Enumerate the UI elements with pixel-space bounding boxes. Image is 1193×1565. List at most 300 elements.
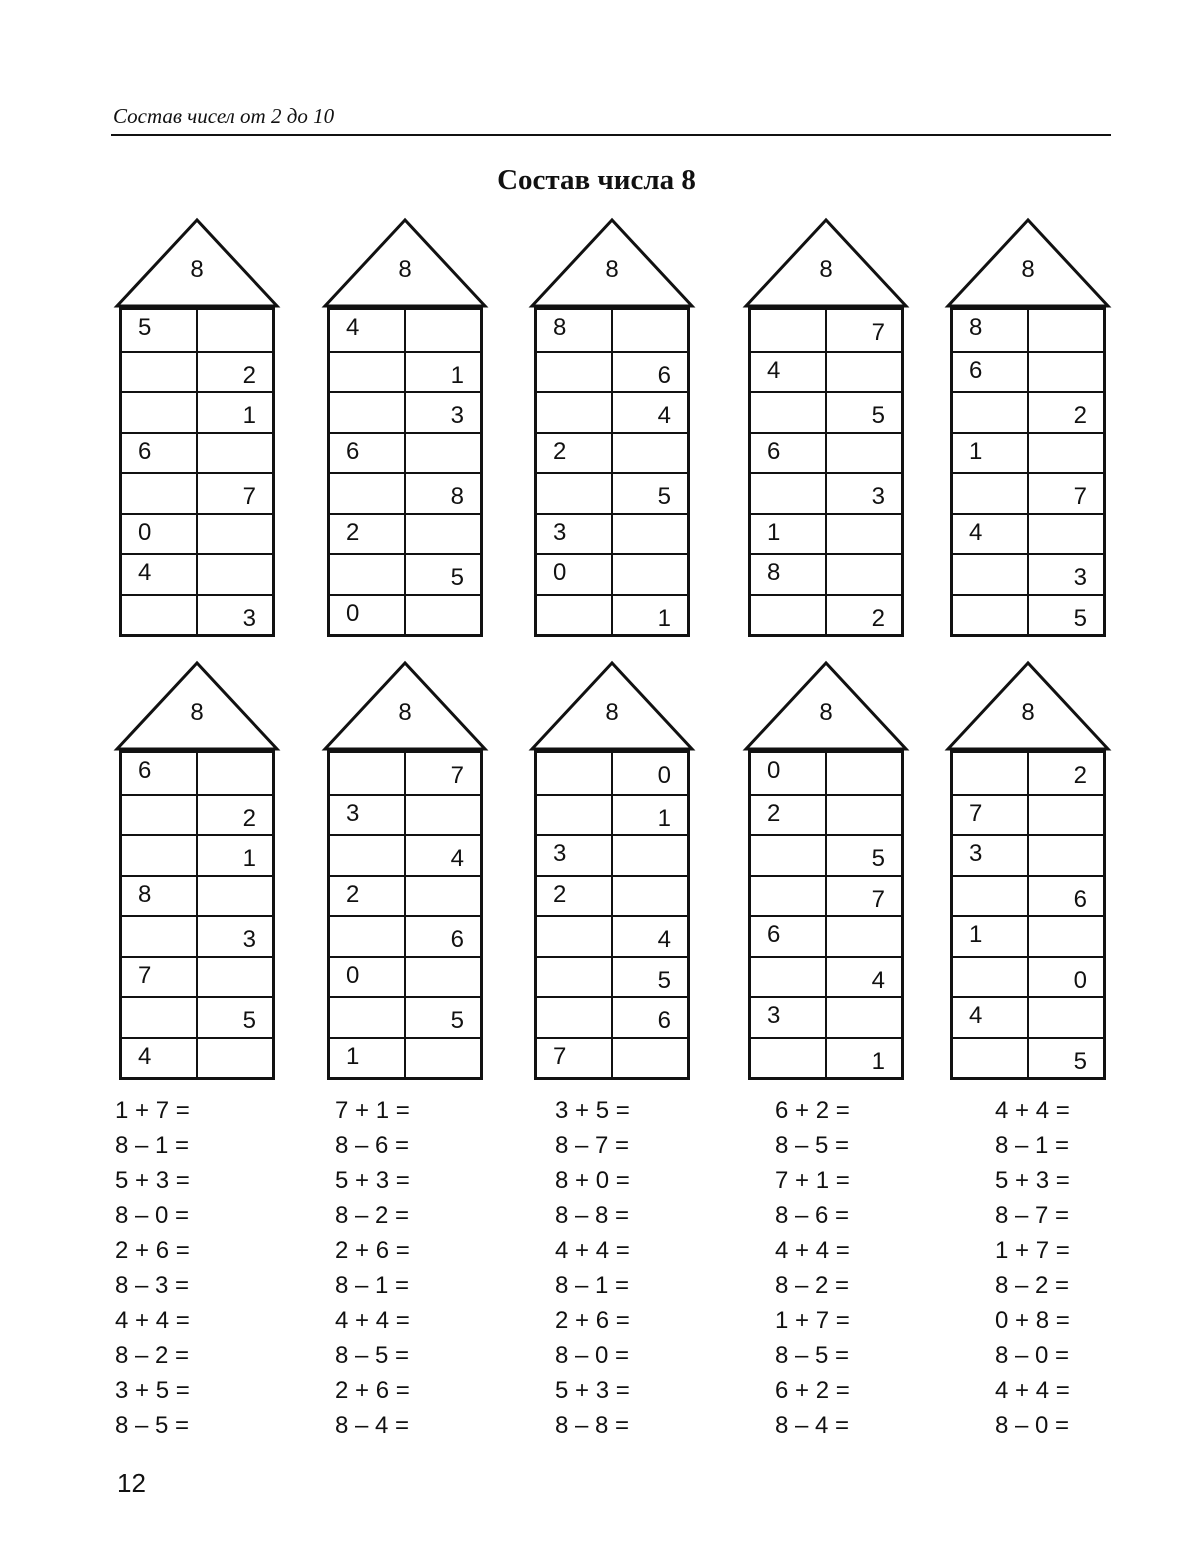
exercise-item: 8 – 4 = [775,1412,850,1439]
right-cell[interactable]: 5 [657,966,671,994]
right-cell[interactable] [827,353,901,392]
left-cell[interactable] [953,596,1029,635]
left-cell[interactable] [122,917,198,956]
house-row [330,472,480,513]
roof-number: 8 [1021,256,1035,283]
house-row [537,956,687,997]
left-cell[interactable] [537,917,613,956]
running-header: Состав чисел от 2 до 10 [113,104,335,128]
exercise-item: 8 – 1 = [555,1272,630,1299]
right-cell[interactable]: 1 [242,402,256,429]
house-grid [534,750,690,1080]
house-row [122,956,272,997]
left-cell[interactable]: 6 [953,353,1029,392]
right-cell[interactable] [406,877,480,916]
exercise-item: 8 – 6 = [335,1132,410,1159]
house-row [122,794,272,835]
left-cell[interactable]: 8 [953,310,1029,351]
right-cell[interactable]: 5 [450,564,464,591]
exercise-item: 8 – 0 = [115,1202,190,1229]
roof-number: 8 [605,256,619,283]
right-cell[interactable]: 0 [657,762,671,789]
house-row [122,472,272,513]
right-cell[interactable] [613,515,687,554]
left-cell[interactable] [330,836,406,875]
left-cell[interactable]: 7 [122,958,198,997]
left-cell[interactable]: 0 [330,958,406,997]
left-cell[interactable]: 6 [122,753,198,794]
left-cell[interactable] [330,474,406,513]
house-row [330,432,480,473]
house-grid [119,307,275,637]
right-cell[interactable] [1029,515,1103,554]
left-cell[interactable]: 1 [751,515,827,554]
exercise-item: 5 + 3 = [995,1167,1070,1194]
exercise-item: 8 – 4 = [335,1412,410,1439]
right-cell[interactable]: 3 [242,926,256,953]
house-row [330,956,480,997]
right-cell[interactable]: 2 [1073,402,1087,429]
exercise-item: 5 + 3 = [335,1167,410,1194]
right-cell[interactable] [406,310,480,351]
left-cell[interactable] [953,393,1029,432]
left-cell[interactable] [751,1039,827,1078]
left-cell[interactable] [953,877,1029,916]
exercise-item: 8 – 7 = [555,1132,630,1159]
exercise-item: 4 + 4 = [115,1307,190,1334]
left-cell[interactable] [122,998,198,1037]
exercise-item: 4 + 4 = [995,1377,1070,1404]
house-row [330,513,480,554]
right-cell[interactable]: 5 [871,845,885,872]
house-row [751,956,901,997]
exercise-column [995,1095,1070,1445]
house-row [122,513,272,554]
left-cell[interactable]: 0 [330,596,406,635]
right-cell[interactable] [613,1039,687,1078]
exercise-item: 8 – 0 = [995,1342,1070,1369]
house-row [330,753,480,794]
exercise-item: 2 + 6 = [335,1377,410,1404]
house-row [330,915,480,956]
left-cell[interactable]: 2 [537,877,613,916]
left-cell[interactable]: 4 [122,555,198,594]
house-grid [950,750,1106,1080]
left-cell[interactable]: 2 [330,515,406,554]
right-cell[interactable]: 5 [657,483,671,510]
house-row [953,310,1103,351]
house-row [537,1037,687,1078]
house-row [330,1037,480,1078]
house-row [537,513,687,554]
exercise-item: 3 + 5 = [555,1097,630,1124]
right-cell[interactable] [613,836,687,875]
right-cell[interactable] [198,515,272,554]
left-cell[interactable] [953,555,1029,594]
right-cell[interactable]: 6 [450,926,464,953]
house-row [751,753,901,794]
left-cell[interactable] [122,474,198,513]
house-row [330,553,480,594]
house-row [751,794,901,835]
left-cell[interactable] [330,555,406,594]
house-row [953,553,1103,594]
house-row [953,753,1103,794]
right-cell[interactable]: 2 [242,804,256,832]
right-cell[interactable] [406,434,480,473]
right-cell[interactable]: 4 [450,845,464,872]
left-cell[interactable] [330,393,406,432]
house-row [751,513,901,554]
right-cell[interactable] [1029,310,1103,351]
right-cell[interactable]: 4 [871,966,885,994]
right-cell[interactable]: 3 [242,604,256,632]
house-row [537,472,687,513]
house-row [122,351,272,392]
left-cell[interactable] [537,596,613,635]
left-cell[interactable]: 1 [953,917,1029,956]
right-cell[interactable] [827,796,901,835]
right-cell[interactable] [198,753,272,794]
roof-number: 8 [398,256,412,283]
exercise-column [115,1095,190,1445]
house-row [953,432,1103,473]
house-row [330,834,480,875]
left-cell[interactable] [537,753,613,794]
exercise-item: 1 + 7 = [995,1237,1070,1264]
exercise-column [775,1095,850,1445]
left-cell[interactable]: 4 [953,998,1029,1037]
left-cell[interactable]: 8 [751,555,827,594]
left-cell[interactable] [751,877,827,916]
left-cell[interactable]: 6 [122,434,198,473]
right-cell[interactable]: 5 [242,1007,256,1034]
right-cell[interactable]: 1 [657,804,671,832]
house-row [122,391,272,432]
house-row [537,432,687,473]
exercise-item: 1 + 7 = [115,1097,190,1124]
right-cell[interactable] [1029,917,1103,956]
house-row [537,794,687,835]
house-row [953,875,1103,916]
left-cell[interactable]: 3 [537,836,613,875]
left-cell[interactable] [953,958,1029,997]
right-cell[interactable]: 5 [1073,1047,1087,1075]
left-cell[interactable] [330,998,406,1037]
house-row [537,594,687,635]
right-cell[interactable]: 7 [242,483,256,510]
left-cell[interactable]: 4 [953,515,1029,554]
house-row [122,1037,272,1078]
left-cell[interactable] [330,753,406,794]
house-grid [950,307,1106,637]
house-row [751,391,901,432]
house-row [953,996,1103,1037]
right-cell[interactable] [1029,796,1103,835]
right-cell[interactable]: 1 [657,604,671,632]
left-cell[interactable]: 6 [751,434,827,473]
exercise-item: 4 + 4 = [995,1097,1070,1124]
house-row [330,875,480,916]
left-cell[interactable] [953,474,1029,513]
exercise-item: 8 – 1 = [995,1132,1070,1159]
page-number: 12 [117,1468,146,1498]
exercise-item: 8 – 2 = [775,1272,850,1299]
left-cell[interactable] [122,353,198,392]
right-cell[interactable] [1029,434,1103,473]
right-cell[interactable] [827,917,901,956]
house-grid [327,307,483,637]
left-cell[interactable]: 3 [330,796,406,835]
house-row [953,794,1103,835]
roof-number: 8 [819,256,833,283]
right-cell[interactable]: 3 [1073,564,1087,591]
right-cell[interactable]: 7 [1073,483,1087,510]
right-cell[interactable]: 7 [871,319,885,346]
right-cell[interactable] [613,434,687,473]
house-row [537,996,687,1037]
house-row [953,956,1103,997]
right-cell[interactable] [827,998,901,1037]
right-cell[interactable] [198,555,272,594]
house-row [537,553,687,594]
left-cell[interactable] [330,353,406,392]
roof-number: 8 [190,256,204,283]
left-cell[interactable] [953,753,1029,794]
house-row [537,351,687,392]
exercise-item: 8 – 0 = [995,1412,1070,1439]
exercise-item: 7 + 1 = [335,1097,410,1124]
left-cell[interactable] [751,836,827,875]
exercise-item: 2 + 6 = [335,1237,410,1264]
right-cell[interactable]: 5 [1073,604,1087,632]
exercise-item: 8 – 2 = [995,1272,1070,1299]
exercise-item: 2 + 6 = [555,1307,630,1334]
left-cell[interactable] [751,958,827,997]
right-cell[interactable]: 3 [450,402,464,429]
right-cell[interactable] [198,877,272,916]
right-cell[interactable] [406,796,480,835]
left-cell[interactable] [953,1039,1029,1078]
exercise-item: 6 + 2 = [775,1097,850,1124]
right-cell[interactable] [406,515,480,554]
left-cell[interactable]: 4 [330,310,406,351]
left-cell[interactable] [751,393,827,432]
left-cell[interactable] [537,353,613,392]
left-cell[interactable]: 0 [537,555,613,594]
right-cell[interactable] [1029,836,1103,875]
left-cell[interactable]: 1 [330,1039,406,1078]
house-row [953,391,1103,432]
exercise-item: 8 – 5 = [775,1342,850,1369]
left-cell[interactable] [537,393,613,432]
house-row [537,753,687,794]
right-cell[interactable] [613,555,687,594]
right-cell[interactable]: 6 [657,361,671,389]
house-row [122,996,272,1037]
house-row [751,915,901,956]
right-cell[interactable] [613,310,687,351]
left-cell[interactable]: 8 [537,310,613,351]
exercise-item: 8 – 6 = [775,1202,850,1229]
right-cell[interactable] [198,1039,272,1078]
house-row [537,875,687,916]
right-cell[interactable]: 5 [450,1007,464,1034]
house-row [122,310,272,351]
right-cell[interactable]: 6 [657,1007,671,1034]
right-cell[interactable] [613,877,687,916]
right-cell[interactable]: 2 [871,604,885,632]
left-cell[interactable] [537,998,613,1037]
house-row [751,351,901,392]
exercise-item: 8 – 0 = [555,1342,630,1369]
roof-number: 8 [190,699,204,726]
right-cell[interactable]: 3 [871,483,885,510]
exercise-item: 7 + 1 = [775,1167,850,1194]
exercise-item: 1 + 7 = [775,1307,850,1334]
right-cell[interactable] [1029,998,1103,1037]
house-row [122,594,272,635]
exercise-item: 4 + 4 = [775,1237,850,1264]
left-cell[interactable] [751,596,827,635]
right-cell[interactable] [827,515,901,554]
house-row [537,310,687,351]
right-cell[interactable] [198,958,272,997]
right-cell[interactable] [827,434,901,473]
right-cell[interactable] [198,434,272,473]
right-cell[interactable]: 7 [871,885,885,913]
left-cell[interactable]: 6 [751,917,827,956]
exercise-item: 8 – 5 = [775,1132,850,1159]
exercise-item: 8 – 3 = [115,1272,190,1299]
house-row [122,753,272,794]
exercise-item: 4 + 4 = [335,1307,410,1334]
house-grid [327,750,483,1080]
left-cell[interactable] [537,796,613,835]
exercise-column [335,1095,410,1445]
left-cell[interactable] [122,393,198,432]
exercise-item: 8 – 5 = [115,1412,190,1439]
house-row [751,834,901,875]
left-cell[interactable]: 7 [953,796,1029,835]
left-cell[interactable]: 4 [751,353,827,392]
house-row [330,391,480,432]
house-row [751,875,901,916]
house-row [330,310,480,351]
house-row [330,794,480,835]
left-cell[interactable]: 0 [751,753,827,794]
house-grid [534,307,690,637]
right-cell[interactable]: 2 [242,361,256,389]
left-cell[interactable]: 1 [953,434,1029,473]
left-cell[interactable]: 6 [330,434,406,473]
exercise-item: 8 – 2 = [335,1202,410,1229]
left-cell[interactable] [122,796,198,835]
right-cell[interactable]: 1 [242,845,256,872]
left-cell[interactable] [537,474,613,513]
left-cell[interactable]: 5 [122,310,198,351]
left-cell[interactable]: 3 [751,998,827,1037]
house-row [537,915,687,956]
house-row [953,834,1103,875]
roof-number: 8 [398,699,412,726]
left-cell[interactable] [330,917,406,956]
right-cell[interactable]: 4 [657,926,671,953]
left-cell[interactable]: 0 [122,515,198,554]
house-row [953,351,1103,392]
exercise-item: 8 – 2 = [115,1342,190,1369]
left-cell[interactable] [537,958,613,997]
left-cell[interactable]: 8 [122,877,198,916]
exercise-item: 8 – 7 = [995,1202,1070,1229]
right-cell[interactable]: 4 [657,402,671,429]
left-cell[interactable]: 2 [751,796,827,835]
house-row [122,553,272,594]
right-cell[interactable]: 5 [871,402,885,429]
exercise-item: 8 – 8 = [555,1202,630,1229]
left-cell[interactable] [122,596,198,635]
roof-number: 8 [605,699,619,726]
house-row [122,834,272,875]
right-cell[interactable] [198,310,272,351]
house-grid [748,750,904,1080]
left-cell[interactable]: 3 [953,836,1029,875]
exercise-item: 8 – 5 = [335,1342,410,1369]
right-cell[interactable]: 2 [1073,762,1087,789]
right-cell[interactable]: 8 [450,483,464,510]
right-cell[interactable]: 0 [1073,966,1087,994]
right-cell[interactable] [406,958,480,997]
right-cell[interactable] [827,555,901,594]
roof-number: 8 [1021,699,1035,726]
house-row [953,472,1103,513]
left-cell[interactable]: 4 [122,1039,198,1078]
left-cell[interactable] [751,474,827,513]
right-cell[interactable]: 1 [871,1047,885,1075]
right-cell[interactable] [406,1039,480,1078]
house-row [953,1037,1103,1078]
exercise-item: 8 – 8 = [555,1412,630,1439]
house-row [122,915,272,956]
exercise-item: 3 + 5 = [115,1377,190,1404]
right-cell[interactable]: 6 [1073,885,1087,913]
exercise-item: 6 + 2 = [775,1377,850,1404]
exercise-item: 8 – 1 = [335,1272,410,1299]
left-cell[interactable]: 3 [537,515,613,554]
exercise-item: 0 + 8 = [995,1307,1070,1334]
house-row [751,310,901,351]
house-row [330,351,480,392]
right-cell[interactable]: 7 [450,762,464,789]
house-grid [119,750,275,1080]
right-cell[interactable] [827,753,901,794]
right-cell[interactable] [1029,353,1103,392]
exercise-column [555,1095,630,1445]
right-cell[interactable] [406,596,480,635]
left-cell[interactable]: 7 [537,1039,613,1078]
house-row [330,996,480,1037]
left-cell[interactable] [122,836,198,875]
house-row [122,875,272,916]
exercise-item: 2 + 6 = [115,1237,190,1264]
right-cell[interactable]: 1 [450,361,464,389]
house-row [953,594,1103,635]
left-cell[interactable]: 2 [330,877,406,916]
left-cell[interactable] [751,310,827,351]
exercise-item: 5 + 3 = [115,1167,190,1194]
left-cell[interactable]: 2 [537,434,613,473]
exercise-item: 8 + 0 = [555,1167,630,1194]
